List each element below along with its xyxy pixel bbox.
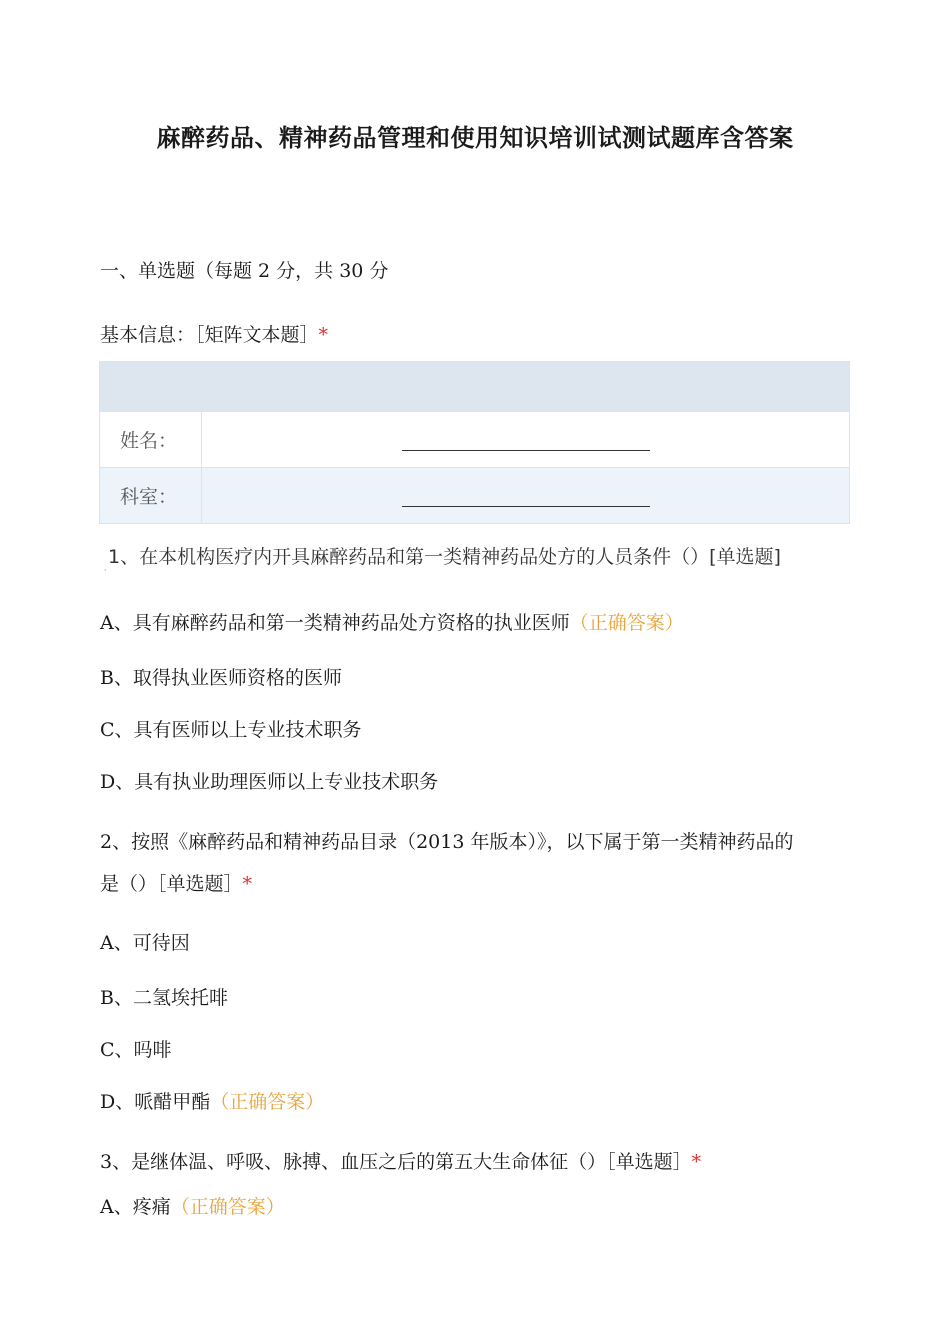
matrix-row-department (100, 468, 850, 524)
option-text: D、哌醋甲酯 (100, 1091, 211, 1113)
document-title: 麻醉药品、精神药品管理和使用知识培训试测试题库含答案 (156, 123, 794, 152)
option-text: B、取得执业医师资格的医师 (100, 667, 342, 689)
required-mark: * (242, 873, 253, 895)
question-1-option-c[interactable] (100, 715, 362, 742)
stem-text: 3、是继体温、呼吸、脉搏、血压之后的第五大生命体征（）［单选题］ (100, 1151, 692, 1173)
stem-text: 是（）［单选题］ (100, 873, 243, 895)
question-1-option-d[interactable] (100, 767, 438, 794)
question-2-stem-continued (100, 869, 252, 896)
question-2-option-c[interactable] (100, 1035, 172, 1062)
question-2-stem: 2、按照《麻醉药品和精神药品目录（2013 年版本）》，以下属于第一类精神药品的 (100, 831, 794, 853)
matrix-header-cell (202, 362, 850, 412)
matrix-row-name (100, 412, 850, 468)
option-text: A、具有麻醉药品和第一类精神药品处方资格的执业医师 (100, 612, 570, 634)
question-2-option-a[interactable] (100, 928, 190, 955)
question-1-option-b[interactable] (100, 663, 342, 690)
basic-info-label (100, 320, 328, 347)
correct-answer-tag: （正确答案） (170, 1196, 285, 1218)
matrix-header-corner (100, 362, 202, 412)
option-text: A、疼痛 (100, 1196, 171, 1218)
marker-dot: · (104, 566, 107, 575)
department-input-cell[interactable] (202, 468, 850, 524)
section-heading: 一、单选题（每题 2 分，共 30 分 (100, 260, 389, 282)
option-text: C、具有医师以上专业技术职务 (100, 719, 362, 741)
question-1-option-a[interactable] (100, 608, 684, 635)
option-text: B、二氢埃托啡 (100, 987, 228, 1009)
basic-info-matrix-table (99, 361, 850, 524)
question-3-option-a[interactable] (100, 1192, 285, 1219)
question-2-option-b[interactable] (100, 983, 228, 1010)
name-input-field[interactable] (402, 428, 650, 451)
correct-answer-tag: （正确答案） (569, 612, 684, 634)
question-2-option-d[interactable] (100, 1087, 324, 1114)
matrix-header-row (100, 362, 850, 412)
question-1-stem: 1、在本机构医疗内开具麻醉药品和第一类精神药品处方的人员条件（）[单选题] (108, 546, 781, 568)
required-mark: * (318, 324, 329, 346)
department-label: 科室： (100, 468, 202, 524)
question-3-stem (100, 1147, 701, 1174)
department-input-field[interactable] (402, 484, 650, 507)
option-text: A、可待因 (100, 932, 190, 954)
name-label: 姓名： (100, 412, 202, 468)
option-text: D、具有执业助理医师以上专业技术职务 (100, 771, 439, 793)
correct-answer-tag: （正确答案） (210, 1091, 325, 1113)
option-text: C、吗啡 (100, 1039, 172, 1061)
basic-info-text: 基本信息：［矩阵文本题］ (100, 324, 319, 346)
name-input-cell[interactable] (202, 412, 850, 468)
required-mark: * (691, 1151, 702, 1173)
